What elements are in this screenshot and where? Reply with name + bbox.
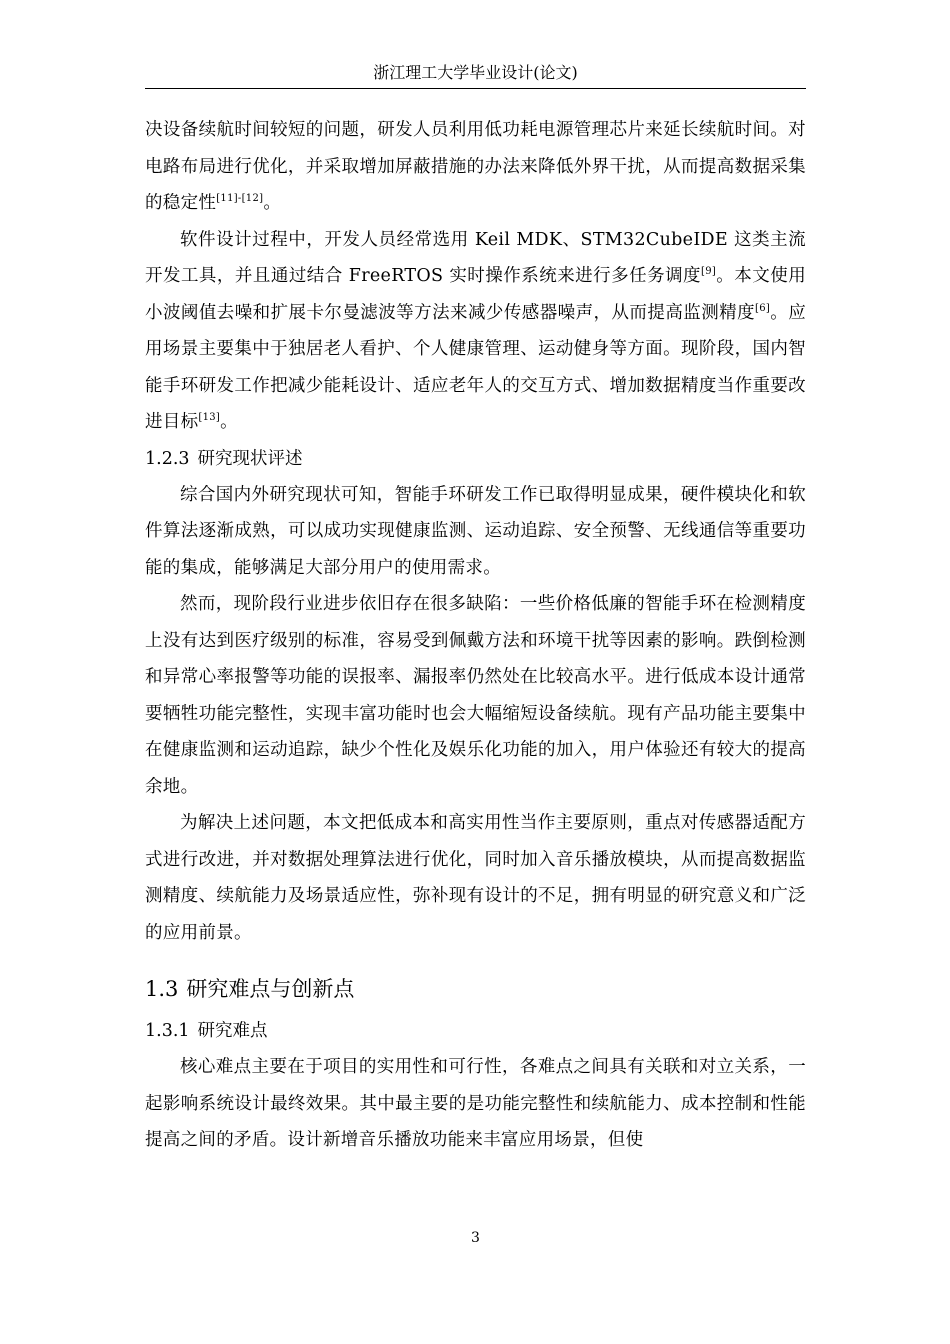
running-header: 浙江理工大学毕业设计(论文): [373, 63, 578, 82]
header-rule: [145, 88, 806, 89]
paragraph-6: 核心难点主要在于项目的实用性和可行性，各难点之间具有关联和对立关系，一起影响系统设计最终效果。其中最主要的是功能完整性和续航能力、成本控制和性能提高之间的矛盾。设计新增音乐播放功能来丰富应用场景，但使: [145, 1057, 806, 1150]
body-text: [145, 112, 806, 1159]
page-number: 3: [471, 1230, 480, 1246]
section-heading-1-3: [145, 971, 806, 1007]
paragraph-2: [145, 222, 806, 441]
section-title: 研究难点: [197, 1021, 268, 1041]
paragraph-2-part-d: 。: [220, 412, 238, 432]
section-number: 1.3.1: [145, 1021, 190, 1041]
section-number: 1.2.3: [145, 448, 190, 469]
paragraph-1-text: 决设备续航时间较短的问题，研发人员利用低功耗电源管理芯片来延长续航时间。对电路布局进行优化，并采取增加屏蔽措施的办法来降低外界干扰，从而提高数据采集的稳定性: [145, 120, 806, 213]
paragraph-5: 为解决上述问题，本文把低成本和高实用性当作主要原则，重点对传感器适配方式进行改进，并对数据处理算法进行优化，同时加入音乐播放模块，从而提高数据监测精度、续航能力及场景适应性，弥补现有设计的不足，拥有明显的研究意义和广泛的应用前景。: [145, 813, 806, 943]
paragraph-4: 然而，现阶段行业进步依旧存在很多缺陷：一些价格低廉的智能手环在检测精度上没有达到医疗级别的标准，容易受到佩戴方法和环境干扰等因素的影响。跌倒检测和异常心率报警等功能的误报率、漏报率仍然处在比较高水平。进行低成本设计通常要牺牲功能完整性，实现丰富功能时也会大幅缩短设备续航。现有产品功能主要集中在健康监测和运动追踪，缺少个性化及娱乐化功能的加入，用户体验还有较大的提高余地。: [145, 594, 806, 797]
citation: [11]-[12]: [216, 193, 264, 204]
paragraph-1: [145, 112, 806, 222]
paragraph-3: 综合国内外研究现状可知，智能手环研发工作已取得明显成果，硬件模块化和软件算法逐渐成熟，可以成功实现健康监测、运动追踪、安全预警、无线通信等重要功能的集成，能够满足大部分用户的使用需求。: [145, 484, 806, 578]
section-number: 1.3: [145, 977, 179, 1001]
citation: [9]: [701, 266, 717, 277]
paragraph-1-tail: 。: [263, 193, 282, 213]
paragraph-2-part-b: 。本文使用小波阈值去噪和扩展卡尔曼滤波等方法来减少传感器噪声，从而提高监测精度: [145, 266, 806, 323]
section-title: 研究现状评述: [197, 448, 303, 469]
section-title: 研究难点与创新点: [186, 977, 355, 1001]
citation: [13]: [198, 412, 221, 423]
section-heading-1-3-1: [145, 1013, 806, 1049]
citation: [6]: [755, 302, 771, 314]
section-heading-1-2-3: [145, 441, 806, 477]
paragraph-2-part-c: 。应用场景主要集中于独居老人看护、个人健康管理、运动健身等方面。现阶段，国内智能手环研发工作把减少能耗设计、适应老年人的交互方式、增加数据精度当作重要改进目标: [145, 302, 806, 432]
paragraph-2-part-a: 软件设计过程中，开发人员经常选用 Keil MDK、STM32CubeIDE 这类主流开发工具，并且通过结合 FreeRTOS 实时操作系统来进行多任务调度: [145, 229, 806, 286]
